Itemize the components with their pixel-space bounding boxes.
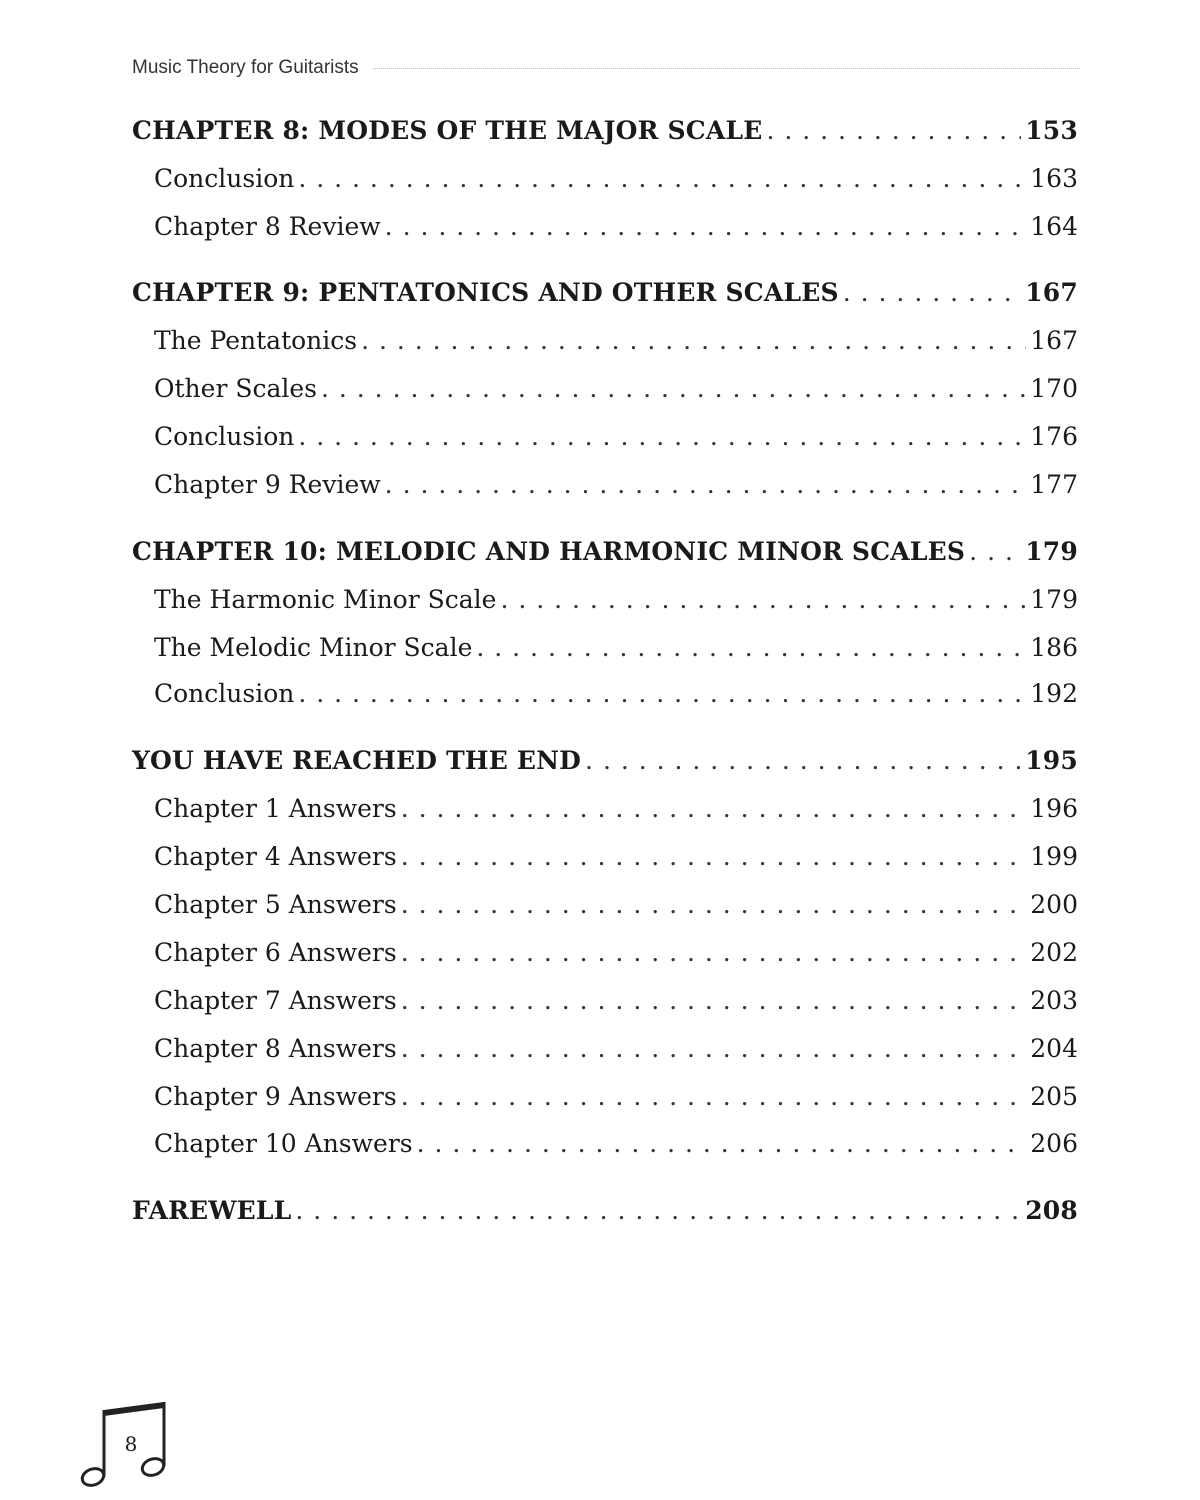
toc-entry-page: 179 — [1025, 537, 1078, 566]
toc-entry-label: YOU HAVE REACHED THE END — [132, 746, 582, 775]
toc-entry-label: Chapter 8 Answers — [154, 1034, 397, 1063]
dot-leader — [298, 679, 1026, 708]
toc-entry-page: 176 — [1030, 422, 1078, 451]
toc-entry-label: CHAPTER 9: PENTATONICS AND OTHER SCALES — [132, 278, 839, 307]
toc-entry-label: CHAPTER 10: MELODIC AND HARMONIC MINOR SCALES — [132, 537, 966, 566]
toc-entry-page: 206 — [1030, 1129, 1078, 1158]
toc-entry-page: 205 — [1030, 1082, 1078, 1111]
toc-entry[interactable] — [132, 164, 1078, 193]
toc-entry[interactable] — [132, 633, 1078, 662]
dot-leader — [295, 1196, 1021, 1225]
dot-leader — [969, 537, 1021, 566]
toc-entry-label: Chapter 4 Answers — [154, 842, 397, 871]
toc-entry-page: 202 — [1030, 938, 1078, 967]
toc-entry-label: Conclusion — [154, 679, 295, 708]
toc-entry[interactable] — [132, 470, 1078, 499]
dot-leader — [476, 633, 1026, 662]
toc-entry[interactable] — [132, 890, 1078, 919]
dot-leader — [321, 374, 1026, 403]
dot-leader — [401, 986, 1027, 1015]
toc-entry-page: 167 — [1025, 278, 1078, 307]
toc-entry-page: 167 — [1030, 326, 1078, 355]
toc-entry[interactable] — [132, 374, 1078, 403]
page-number: 8 — [124, 1432, 138, 1456]
toc-entry-page: 208 — [1025, 1196, 1078, 1225]
dot-leader — [401, 938, 1027, 967]
toc-entry-label: Other Scales — [154, 374, 317, 403]
running-header — [132, 54, 1080, 82]
toc-entry-label: The Melodic Minor Scale — [154, 633, 473, 662]
dot-leader — [585, 746, 1021, 775]
toc-entry-page: 179 — [1030, 585, 1078, 614]
toc-chapter-8[interactable] — [132, 116, 1078, 145]
toc-entry-label: Chapter 5 Answers — [154, 890, 397, 919]
toc-entry-label: CHAPTER 8: MODES OF THE MAJOR SCALE — [132, 116, 763, 145]
toc-entry-page: 186 — [1030, 633, 1078, 662]
toc-entry-label: Chapter 9 Answers — [154, 1082, 397, 1111]
toc-entry-page: 153 — [1025, 116, 1078, 145]
toc-entry-page: 195 — [1025, 746, 1078, 775]
dot-leader — [401, 1034, 1027, 1063]
header-dotted-rule — [373, 68, 1080, 69]
toc-chapter-10[interactable] — [132, 537, 1078, 566]
toc-entry-label: Chapter 6 Answers — [154, 938, 397, 967]
dot-leader — [401, 890, 1027, 919]
dot-leader — [361, 326, 1026, 355]
toc-entry[interactable] — [132, 842, 1078, 871]
toc-entry-label: Chapter 1 Answers — [154, 794, 397, 823]
toc-entry[interactable] — [132, 1082, 1078, 1111]
toc-entry[interactable] — [132, 422, 1078, 451]
toc-entry-label: Chapter 7 Answers — [154, 986, 397, 1015]
toc-entry-page: 177 — [1030, 470, 1078, 499]
toc-entry-label: The Pentatonics — [154, 326, 358, 355]
toc-entry-label: Chapter 10 Answers — [154, 1129, 413, 1158]
dot-leader — [843, 278, 1021, 307]
toc-entry[interactable] — [132, 585, 1078, 614]
toc-entry[interactable] — [132, 794, 1078, 823]
dot-leader — [417, 1129, 1027, 1158]
toc-entry-label: FAREWELL — [132, 1196, 292, 1225]
book-title: Music Theory for Guitarists — [132, 57, 359, 78]
dot-leader — [385, 212, 1027, 241]
toc-entry-page: 200 — [1030, 890, 1078, 919]
toc-entry[interactable] — [132, 326, 1078, 355]
toc-entry-label: Conclusion — [154, 422, 295, 451]
toc-entry[interactable] — [132, 1034, 1078, 1063]
toc-entry-page: 204 — [1030, 1034, 1078, 1063]
dot-leader — [401, 794, 1027, 823]
toc-entry-page: 192 — [1030, 679, 1078, 708]
toc-entry[interactable] — [132, 212, 1078, 241]
toc-entry-page: 170 — [1030, 374, 1078, 403]
toc-entry[interactable] — [132, 679, 1078, 708]
dot-leader — [298, 422, 1026, 451]
toc-entry-label: Chapter 8 Review — [154, 212, 381, 241]
toc-entry-label: The Harmonic Minor Scale — [154, 585, 497, 614]
toc-entry-label: Conclusion — [154, 164, 295, 193]
toc-chapter-end[interactable] — [132, 746, 1078, 775]
toc-entry[interactable] — [132, 938, 1078, 967]
toc-entry-page: 203 — [1030, 986, 1078, 1015]
toc-entry-page: 163 — [1030, 164, 1078, 193]
toc-entry[interactable] — [132, 986, 1078, 1015]
dot-leader — [401, 1082, 1027, 1111]
toc-entry-page: 199 — [1030, 842, 1078, 871]
toc-chapter-9[interactable] — [132, 278, 1078, 307]
toc-entry[interactable] — [132, 1129, 1078, 1158]
toc-entry-page: 196 — [1030, 794, 1078, 823]
dot-leader — [298, 164, 1026, 193]
dot-leader — [401, 842, 1027, 871]
toc-chapter-farewell[interactable] — [132, 1196, 1078, 1225]
toc-entry-page: 164 — [1030, 212, 1078, 241]
dot-leader — [766, 116, 1021, 145]
dot-leader — [500, 585, 1026, 614]
toc-entry-label: Chapter 9 Review — [154, 470, 381, 499]
dot-leader — [385, 470, 1027, 499]
